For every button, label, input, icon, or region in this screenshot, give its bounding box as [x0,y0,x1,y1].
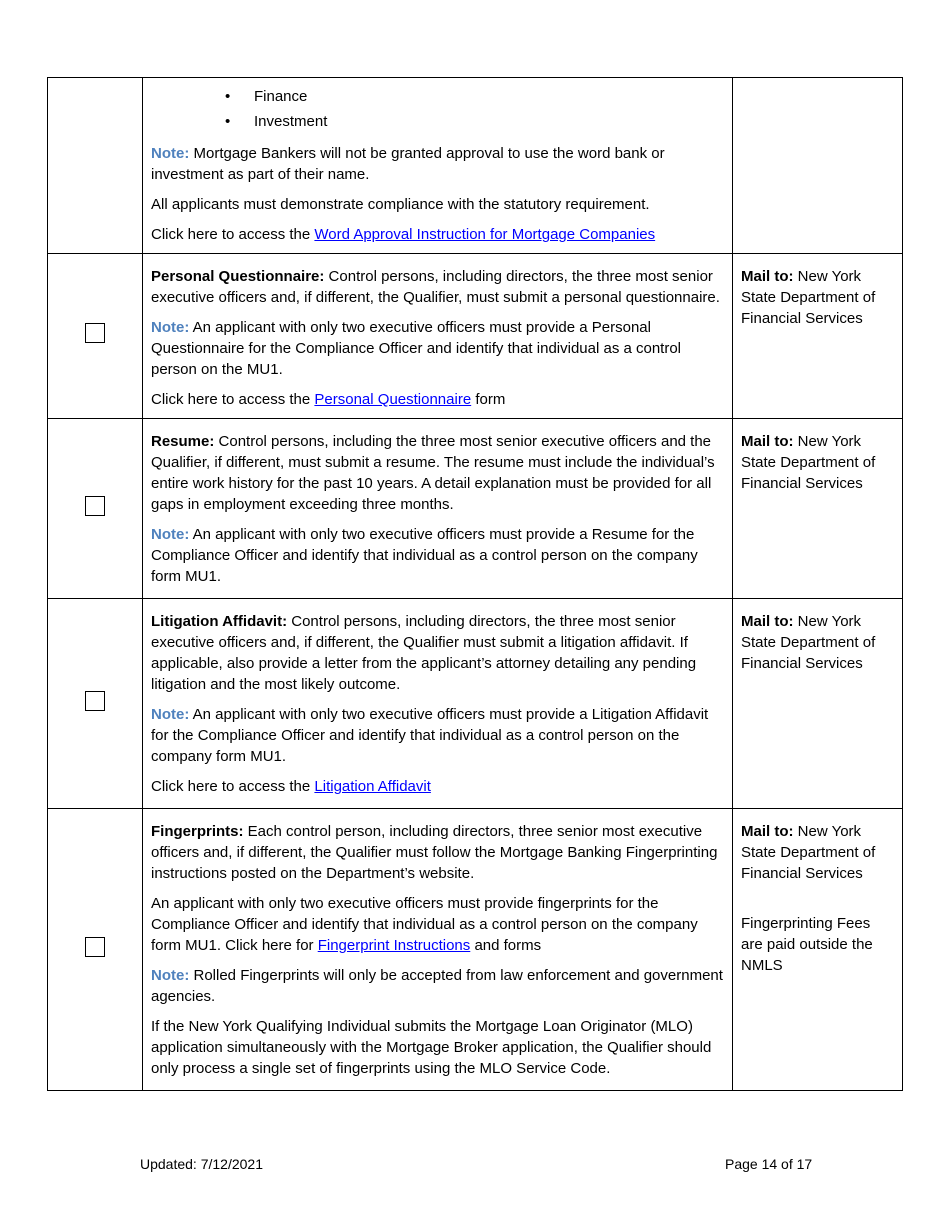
requirement-description [143,809,733,1091]
checkbox-cell [48,419,143,599]
note-label: Note: [151,319,190,336]
mail-cell [733,809,903,1091]
word-list [151,84,723,134]
resume-checkbox[interactable] [85,496,105,516]
personal-questionnaire-checkbox[interactable] [85,323,105,343]
requirements-table [47,77,903,1091]
mail-cell-empty [733,78,903,254]
table-row [48,809,903,1091]
mail-address: New York State Department of Financial Services [741,613,876,672]
access-prefix: Click here to access the [151,391,315,408]
fees-note: Fingerprinting Fees are paid outside the NMLS [741,915,873,974]
mail-to [741,431,894,494]
access-paragraph [151,776,723,797]
requirement-body: Each control person, including directors, three senior most executive officers and, if different, the Qualifier must follow the Mortgage Banking Fingerprinting instructions posted on the Department’s website. [151,823,718,882]
list-item: • Investment [254,109,723,134]
requirement-body: Control persons, including directors, the three most senior executive officers and, if different, the Qualifier must submit a litigation affidavit. If applicable, also provide a letter from the applicant’s attorney detailing any pending litigation and the most likely outcome. [151,613,697,693]
access-prefix: Click here to access the [151,226,315,243]
requirement-paragraph [151,821,723,884]
requirement-title: Litigation Affidavit: [151,613,288,630]
requirement-body: Control persons, including directors, the three most senior executive officers and, if different, the Qualifier, must submit a personal questionnaire. [151,268,720,306]
requirement-description [143,419,733,599]
updated-date: Updated: 7/12/2021 [140,1156,263,1172]
requirement-paragraph [151,266,723,308]
mail-cell [733,254,903,419]
requirement-body: Control persons, including the three most senior executive officers and the Qualifier, if different, must submit a resume. The resume must include the individual’s entire work history for the past 10 years. A detail explanation must be provided for all gaps in employment exceeding three months. [151,433,715,513]
note-label: Note: [151,526,190,543]
mail-label: Mail to: [741,613,794,630]
requirement-title: Fingerprints: [151,823,244,840]
note-paragraph [151,143,723,185]
page-number: Page 14 of 17 [725,1156,813,1172]
requirement-title: Personal Questionnaire: [151,268,325,285]
paragraph-suffix: and forms [470,937,542,954]
mail-to [741,611,894,674]
requirement-description [143,78,733,254]
note-text: An applicant with only two executive officers must provide a Resume for the Compliance Officer and identify that individual as a control person on the company form MU1. [151,526,698,585]
mail-address: New York State Department of Financial Services [741,433,876,492]
requirement-title: Resume: [151,433,215,450]
mail-cell [733,599,903,809]
fingerprint-instructions-paragraph [151,893,723,956]
table-row [48,599,903,809]
checkbox-cell [48,809,143,1091]
mail-label: Mail to: [741,823,794,840]
note-label: Note: [151,967,190,984]
mail-cell [733,419,903,599]
access-prefix: Click here to access the [151,778,315,795]
fingerprint-instructions-link[interactable]: Fingerprint Instructions [317,937,471,954]
note-label: Note: [151,706,190,723]
note-text: Rolled Fingerprints will only be accepted from law enforcement and government agencies. [151,967,723,1005]
mail-address: New York State Department of Financial Services [741,268,876,327]
access-suffix: form [471,391,506,408]
fingerprints-checkbox[interactable] [85,937,105,957]
mail-address: New York State Department of Financial Services [741,823,876,882]
note-text: An applicant with only two executive officers must provide a Litigation Affidavit for the Compliance Officer and identify that individual as a control person on the company form MU1. [151,706,709,765]
note-text: An applicant with only two executive officers must provide a Personal Questionnaire for the Compliance Officer and identify that individual as a control person on the MU1. [151,319,682,378]
litigation-affidavit-checkbox[interactable] [85,691,105,711]
checkbox-cell [48,254,143,419]
access-paragraph [151,224,723,245]
mail-to [741,821,894,884]
paragraph-prefix: An applicant with only two executive officers must provide fingerprints for the Compliance Officer and identify that individual as a control person on the company form MU1. Click here for [151,895,698,954]
mail-to [741,266,894,329]
list-item: • Finance [254,84,723,109]
checkbox-cell-empty [48,78,143,254]
requirement-paragraph [151,611,723,695]
table-row [48,78,903,254]
note-paragraph [151,965,723,1007]
requirement-paragraph [151,431,723,515]
word-approval-link[interactable]: Word Approval Instruction for Mortgage Companies [314,226,656,243]
table-row [48,254,903,419]
personal-questionnaire-link[interactable]: Personal Questionnaire [314,391,472,408]
requirement-description [143,254,733,419]
mail-label: Mail to: [741,268,794,285]
checkbox-cell [48,599,143,809]
spacer [741,893,894,913]
note-paragraph [151,524,723,587]
note-label: Note: [151,145,190,162]
mail-label: Mail to: [741,433,794,450]
litigation-affidavit-link[interactable]: Litigation Affidavit [314,778,431,795]
note-paragraph [151,704,723,767]
requirement-description [143,599,733,809]
note-paragraph [151,317,723,380]
table-row [48,419,903,599]
note-text: Mortgage Bankers will not be granted approval to use the word bank or investment as part of their name. [151,145,665,183]
compliance-text: All applicants must demonstrate compliance with the statutory requirement. [151,196,650,213]
access-paragraph [151,389,723,410]
mlo-paragraph: If the New York Qualifying Individual submits the Mortgage Loan Originator (MLO) application simultaneously with the Mortgage Broker application, the Qualifier should only process a single set of fingerprints using the MLO Service Code. [151,1018,712,1077]
